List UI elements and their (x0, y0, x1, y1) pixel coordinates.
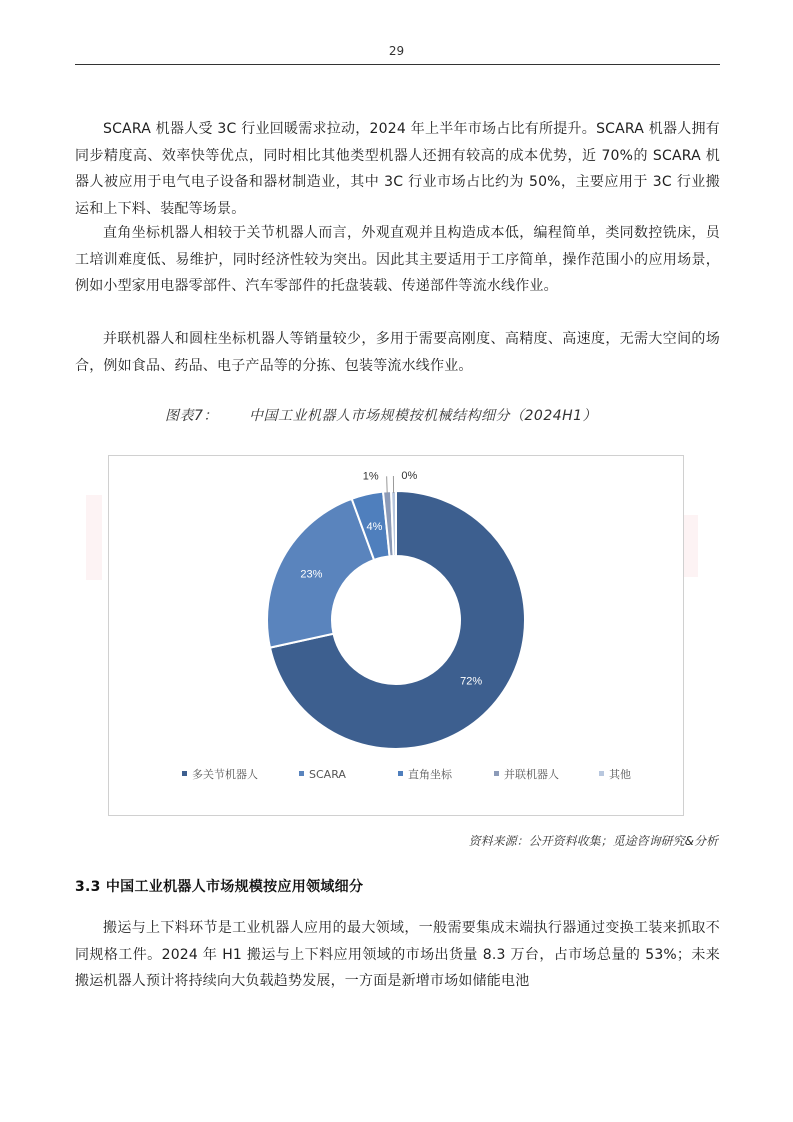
figure-title: 中国工业机器人市场规模按机械结构细分（2024H1） (249, 408, 598, 424)
legend-swatch-1 (182, 771, 187, 776)
legend-label-1: 多关节机器人 (192, 768, 258, 781)
page-number: 29 (388, 44, 405, 58)
donut-chart (109, 456, 683, 815)
legend-label-2: SCARA (309, 768, 346, 781)
paragraph-parallel: 并联机器人和圆柱坐标机器人等销量较少，多用于需要高刚度、高精度、高速度，无需大空间的场合，例如食品、药品、电子产品等的分拣、包装等流水线作业。 (75, 331, 720, 374)
legend-swatch-3 (398, 771, 403, 776)
paragraph-scara: SCARA 机器人受 3C 行业回暖需求拉动，2024 年上半年市场占比有所提升。SCARA 机器人拥有同步精度高、效率快等优点，同时相比其他类型机器人还拥有较高的成本优势，近 70%的 SCARA 机器人被应用于电气电子设备和器材制造业，其中 3C 行业市场占比约为 50%，主要应用于 3C 行业搬运和上下料、装配等场景。 (75, 121, 720, 217)
legend-swatch-4 (494, 771, 499, 776)
section-heading: 3.3 中国工业机器人市场规模按应用领域细分 (75, 879, 364, 895)
figure-label: 图表7： (165, 408, 218, 424)
legend-label-5: 其他 (609, 768, 631, 781)
slice-label-4: 1% (362, 470, 379, 483)
slice-label-1: 72% (460, 675, 483, 688)
watermark-left (86, 495, 102, 580)
leader-line-4 (387, 476, 388, 493)
watermark-right (684, 515, 698, 577)
legend-label-4: 并联机器人 (504, 768, 559, 781)
figure-caption (165, 405, 597, 425)
paragraph-cartesian: 直角坐标机器人相较于关节机器人而言，外观直观并且构造成本低，编程简单，类同数控铣床，员工培训难度低、易维护，同时经济性较为突出。因此其主要适用于工序简单，操作范围小的应用场景，例如小型家用电器零部件、汽车零部件的托盘装载、传递部件等流水线作业。 (75, 225, 720, 294)
slice-label-3: 4% (366, 520, 383, 533)
paragraph-handling: 搬运与上下料环节是工业机器人应用的最大领域，一般需要集成末端执行器通过变换工装来抓取不同规格工件。2024 年 H1 搬运与上下料应用领域的市场出货量 8.3 万台，占市场总量的 53%；未来搬运机器人预计将持续向大负载趋势发展，一方面是新增市场如储能电池 (75, 920, 720, 989)
slice-label-5: 0% (401, 470, 418, 483)
figure-source: 资料来源：公开资料收集；觅途咨询研究&分析 (468, 834, 718, 848)
header-rule (75, 64, 720, 65)
chart-frame (108, 455, 684, 816)
legend-swatch-2 (299, 771, 304, 776)
slice-label-2: 23% (300, 568, 323, 581)
legend-label-3: 直角坐标 (408, 768, 452, 781)
legend-swatch-5 (599, 771, 604, 776)
